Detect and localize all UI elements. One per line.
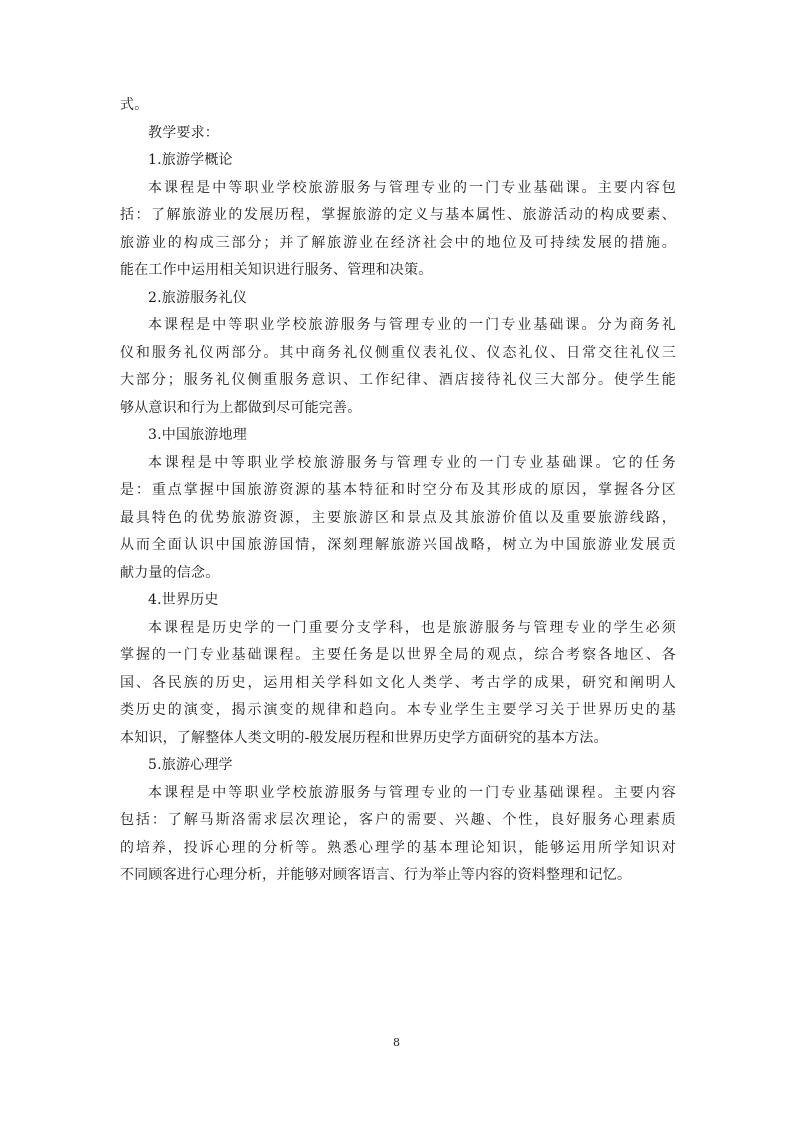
section-heading: 教学要求： — [148, 124, 219, 141]
text-line: 的培养，投诉心理的分析等。熟悉心理学的基本理论知识，能够运用所学知识对 — [120, 839, 676, 856]
course-heading: 2.旅游服务礼仪 — [148, 289, 247, 306]
text-line: 本课程是中等职业学校旅游服务与管理专业的一门专业基础课。它的任务 — [148, 454, 676, 471]
text-line: 够从意识和行为上都做到尽可能完善。 — [120, 399, 362, 416]
text-line: 大部分；服务礼仪侧重服务意识、工作纪律、酒店接待礼仪三大部分。使学生能 — [120, 372, 676, 388]
text-line: 能在工作中运用相关知识进行服务、管理和决策。 — [120, 262, 433, 278]
course-heading: 1.旅游学概论 — [148, 152, 233, 168]
text-line: 是：重点掌握中国旅游资源的基本特征和时空分布及其形成的原因，掌握各分区 — [120, 482, 676, 498]
text-line: 掌握的一门专业基础课程。主要任务是以世界全局的观点，综合考察各地区、各 — [120, 647, 676, 663]
course-heading: 4.世界历史 — [148, 592, 219, 608]
text-line: 仪和服务礼仪两部分。其中商务礼仪侧重仪表礼仪、仪态礼仪、日常交往礼仪三 — [120, 344, 676, 361]
text-line: 本课程是历史学的一门重要分支学科，也是旅游服务与管理专业的学生必须 — [148, 619, 676, 636]
text-line: 国、各民族的历史，运用相关学科如文化人类学、考古学的成果，研究和阐明人 — [120, 674, 676, 691]
text-line: 包括：了解马斯洛需求层次理论，客户的需要、兴趣、个性，良好服务心理素质 — [120, 812, 676, 828]
document-body — [120, 92, 676, 890]
text-line: 本课程是中等职业学校旅游服务与管理专业的一门专业基础课程。主要内容 — [148, 784, 676, 801]
course-heading: 3.中国旅游地理 — [148, 427, 247, 443]
course-heading: 5.旅游心理学 — [148, 757, 233, 773]
text-line: 本课程是中等职业学校旅游服务与管理专业的一门专业基础课。分为商务礼 — [148, 317, 676, 333]
text-line: 式。 — [120, 97, 149, 113]
text-line: 不同顾客进行心理分析，并能够对顾客语言、行为举止等内容的资料整理和记忆。 — [120, 867, 632, 883]
text-line: 旅游业的构成三部分；并了解旅游业在经济社会中的地位及可持续发展的措施。 — [120, 234, 676, 251]
text-line: 本课程是中等职业学校旅游服务与管理专业的一门专业基础课。主要内容包 — [148, 179, 676, 196]
text-line: 从而全面认识中国旅游国情，深刻理解旅游兴国战略，树立为中国旅游业发展贡 — [120, 537, 676, 553]
text-line: 本知识，了解整体人类文明的-般发展历程和世界历史学方面研究的基本方法。 — [120, 729, 608, 746]
text-line: 括：了解旅游业的发展历程，掌握旅游的定义与基本属性、旅游活动的构成要素、 — [120, 207, 676, 223]
text-line: 献力量的信念。 — [120, 564, 220, 581]
text-line: 类历史的演变，揭示演变的规律和趋向。本专业学生主要学习关于世界历史的基 — [120, 702, 676, 718]
page-number: 8 — [393, 1036, 400, 1049]
text-line: 最具特色的优势旅游资源，主要旅游区和景点及其旅游价值以及重要旅游线路， — [120, 509, 676, 526]
